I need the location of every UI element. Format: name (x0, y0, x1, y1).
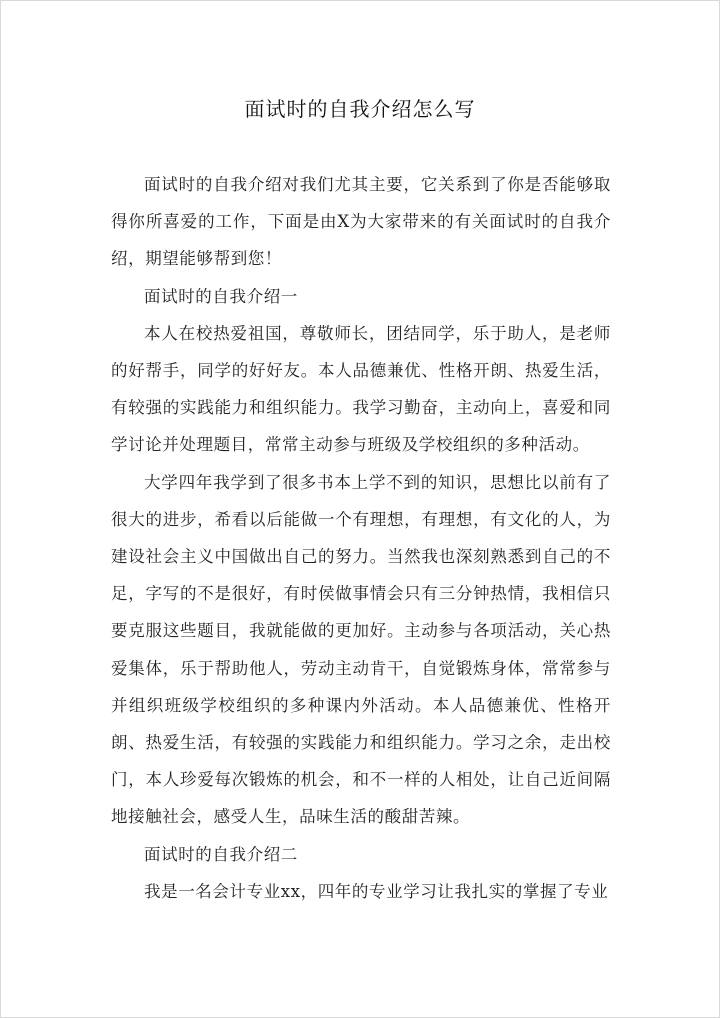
section-heading-1: 面试时的自我介绍一 (144, 286, 298, 306)
document-title: 面试时的自我介绍怎么写 (244, 97, 476, 121)
section-heading-2: 面试时的自我介绍二 (144, 844, 298, 864)
section-2-paragraph-1: 我是一名会计专业xx，四年的专业学习让我扎实的掌握了专业 (144, 881, 609, 901)
section-1-paragraph-2: 大学四年我学到了很多书本上学不到的知识，思想比以前有了很大的进步，希看以后能做一个有理想，有理想，有文化的人，为建设社会主义中国做出自己的努力。当然我也深刻熟悉到自己的不足，字写的不是很好，有时侯做事情会只有三分钟热情，我相信只要克服这些题目，我就能做的更加好。主动参与各项活动，关心热爱集体，乐于帮助他人，劳动主动肯干，自觉锻炼身体，常常参与并组织班级学校组织的多种课内外活动。本人品德兼优、性格开朗、热爱生活，有较强的实践能力和组织能力。学习之余，走出校门，本人珍爱每次锻炼的机会，和不一样的人相处，让自己近间隔地接触社会，感受人生，品味生活的酸甜苦辣。 (111, 472, 611, 827)
section-1-paragraph-1: 本人在校热爱祖国，尊敬师长，团结同学，乐于助人，是老师的好帮手，同学的好好友。本人品德兼优、性格开朗、热爱生活，有较强的实践能力和组织能力。我学习勤奋，主动向上，喜爱和同学讨论并处理题目，常常主动参与班级及学校组织的多种活动。 (111, 323, 611, 455)
document-body (111, 166, 611, 910)
intro-paragraph: 面试时的自我介绍对我们尤其主要，它关系到了你是否能够取得你所喜爱的工作，下面是由X为大家带来的有关面试时的自我介绍，期望能够帮到您！ (111, 175, 611, 269)
